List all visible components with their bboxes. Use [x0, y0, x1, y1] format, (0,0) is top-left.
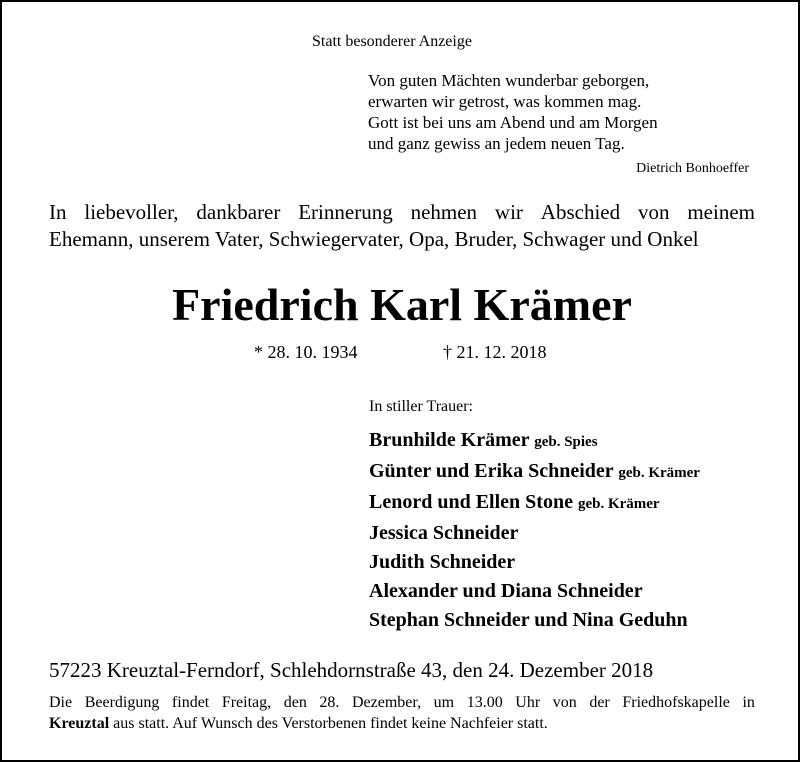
mourner-note: geb. Krämer	[618, 465, 700, 481]
funeral-line-1	[49, 692, 755, 713]
funeral-word: Uhr	[515, 694, 541, 711]
funeral-word: Friedhofskapelle	[622, 694, 730, 711]
mourner-name: Alexander und Diana Schneider	[369, 580, 643, 602]
funeral-word: den	[283, 694, 307, 711]
funeral-word: in	[742, 694, 755, 711]
notice-header: Statt besonderer Anzeige	[312, 33, 472, 50]
mourner-entry	[369, 488, 700, 519]
funeral-notice	[49, 692, 755, 734]
intro-word: nehmen	[410, 200, 478, 224]
intro-word: von	[637, 200, 670, 224]
mourner-entry	[369, 457, 700, 488]
funeral-word: findet	[171, 694, 210, 711]
mourner-name: Stephan Schneider und Nina Geduhn	[369, 609, 688, 631]
funeral-word: Beerdigung	[84, 694, 160, 711]
intro-word: wir	[494, 200, 523, 224]
mourner-entry	[369, 577, 700, 606]
funeral-word: um	[433, 694, 455, 711]
mourner-name: Jessica Schneider	[369, 522, 519, 544]
intro-word: In	[49, 200, 67, 224]
intro-word: meinem	[687, 200, 755, 224]
intro-line-1	[49, 199, 755, 226]
poem-line: Von guten Mächten wunderbar geborgen,	[368, 71, 650, 90]
intro-word: liebevoller,	[84, 200, 179, 224]
funeral-rest: aus statt. Auf Wunsch des Verstorbenen findet keine Nachfeier statt.	[109, 715, 548, 732]
mourner-name: Günter und Erika Schneider	[369, 460, 614, 482]
funeral-place: Kreuztal	[49, 715, 110, 732]
mourner-entry	[369, 606, 700, 635]
mourner-name: Lenord und Ellen Stone	[369, 491, 573, 513]
poem-line: und ganz gewiss an jedem neuen Tag.	[368, 134, 625, 153]
mourner-name: Judith Schneider	[369, 551, 516, 573]
mourner-note: geb. Krämer	[577, 496, 660, 512]
funeral-word: Die	[49, 694, 73, 711]
death-date: † 21. 12. 2018	[443, 342, 547, 362]
intro-line-2: Ehemann, unserem Vater, Schwiegervater, Opa, Bruder, Schwager und Onkel	[49, 227, 699, 251]
mourner-entry	[369, 426, 700, 457]
funeral-word: der	[589, 694, 610, 711]
funeral-word: von	[552, 694, 577, 711]
funeral-word: Dezember,	[352, 694, 422, 711]
poem-author: Dietrich Bonhoeffer	[636, 161, 749, 176]
intro-word: dankbarer	[196, 200, 281, 224]
mourner-entry	[369, 548, 700, 577]
intro-word: Abschied	[540, 200, 621, 224]
poem	[368, 70, 658, 154]
funeral-line-2	[49, 713, 755, 734]
birth-date: * 28. 10. 1934	[254, 342, 358, 362]
mourning-label: In stiller Trauer:	[369, 398, 473, 415]
funeral-word: Freitag,	[221, 694, 272, 711]
poem-line: Gott ist bei uns am Abend und am Morgen	[368, 113, 658, 132]
mourner-entry	[369, 519, 700, 548]
poem-line: erwarten wir getrost, was kommen mag.	[368, 92, 642, 111]
funeral-word: 13.00	[466, 694, 503, 711]
mourner-note: geb. Spies	[534, 434, 598, 450]
funeral-word: 28.	[319, 694, 340, 711]
intro-text	[49, 199, 755, 253]
deceased-name: Friedrich Karl Krämer	[172, 279, 632, 330]
place-and-date: 57223 Kreuztal-Ferndorf, Schlehdornstraße 43, den 24. Dezember 2018	[49, 658, 654, 682]
mourner-name: Brunhilde Krämer	[369, 429, 530, 451]
mourner-list	[369, 426, 700, 635]
intro-word: Erinnerung	[298, 200, 393, 224]
